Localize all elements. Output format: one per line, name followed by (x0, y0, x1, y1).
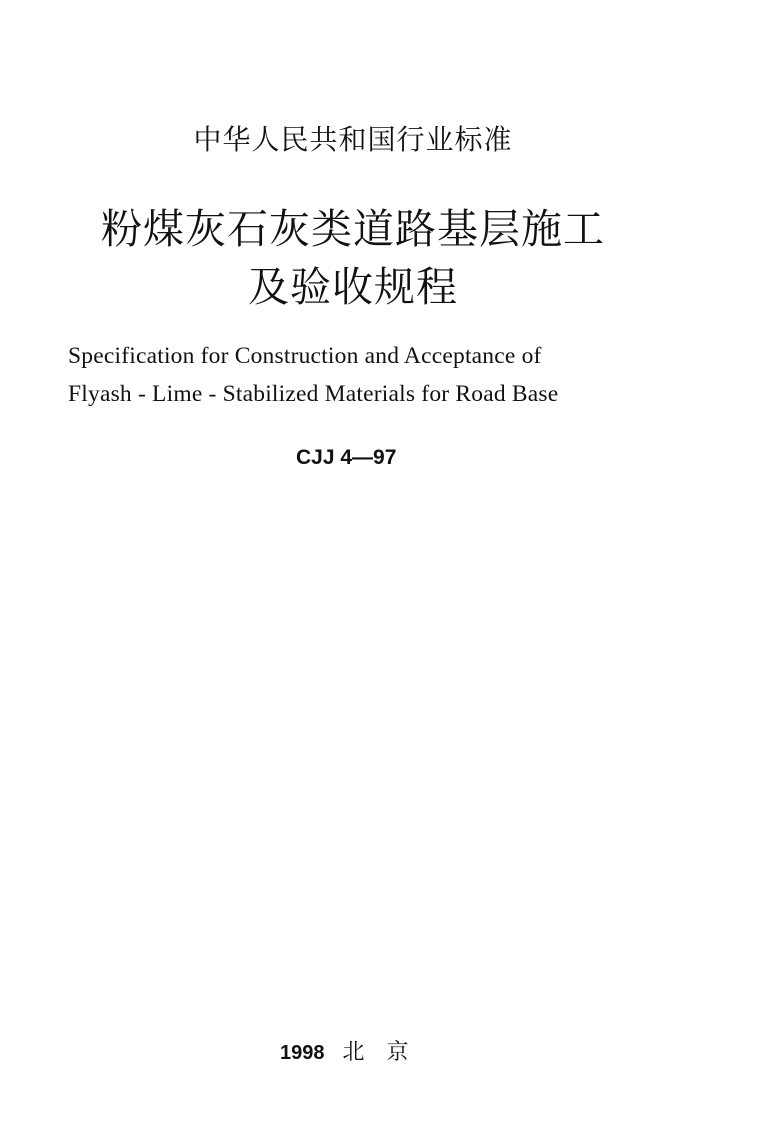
publication-city: 北 京 (342, 1040, 409, 1065)
industry-standard-heading: 中华人民共和国行业标准 (193, 123, 513, 156)
publication-year: 1998 (280, 1042, 325, 1064)
chinese-title-line-1: 粉煤灰石灰类道路基层施工 (101, 205, 605, 253)
chinese-title-line-2: 及验收规程 (248, 263, 458, 311)
standard-code: CJJ 4—97 (296, 446, 397, 469)
english-title-line-2: Flyash - Lime - Stabilized Materials for Road Base (68, 381, 559, 407)
english-title-line-1: Specification for Construction and Acceptance of (68, 343, 542, 369)
imprint (280, 1035, 409, 1066)
